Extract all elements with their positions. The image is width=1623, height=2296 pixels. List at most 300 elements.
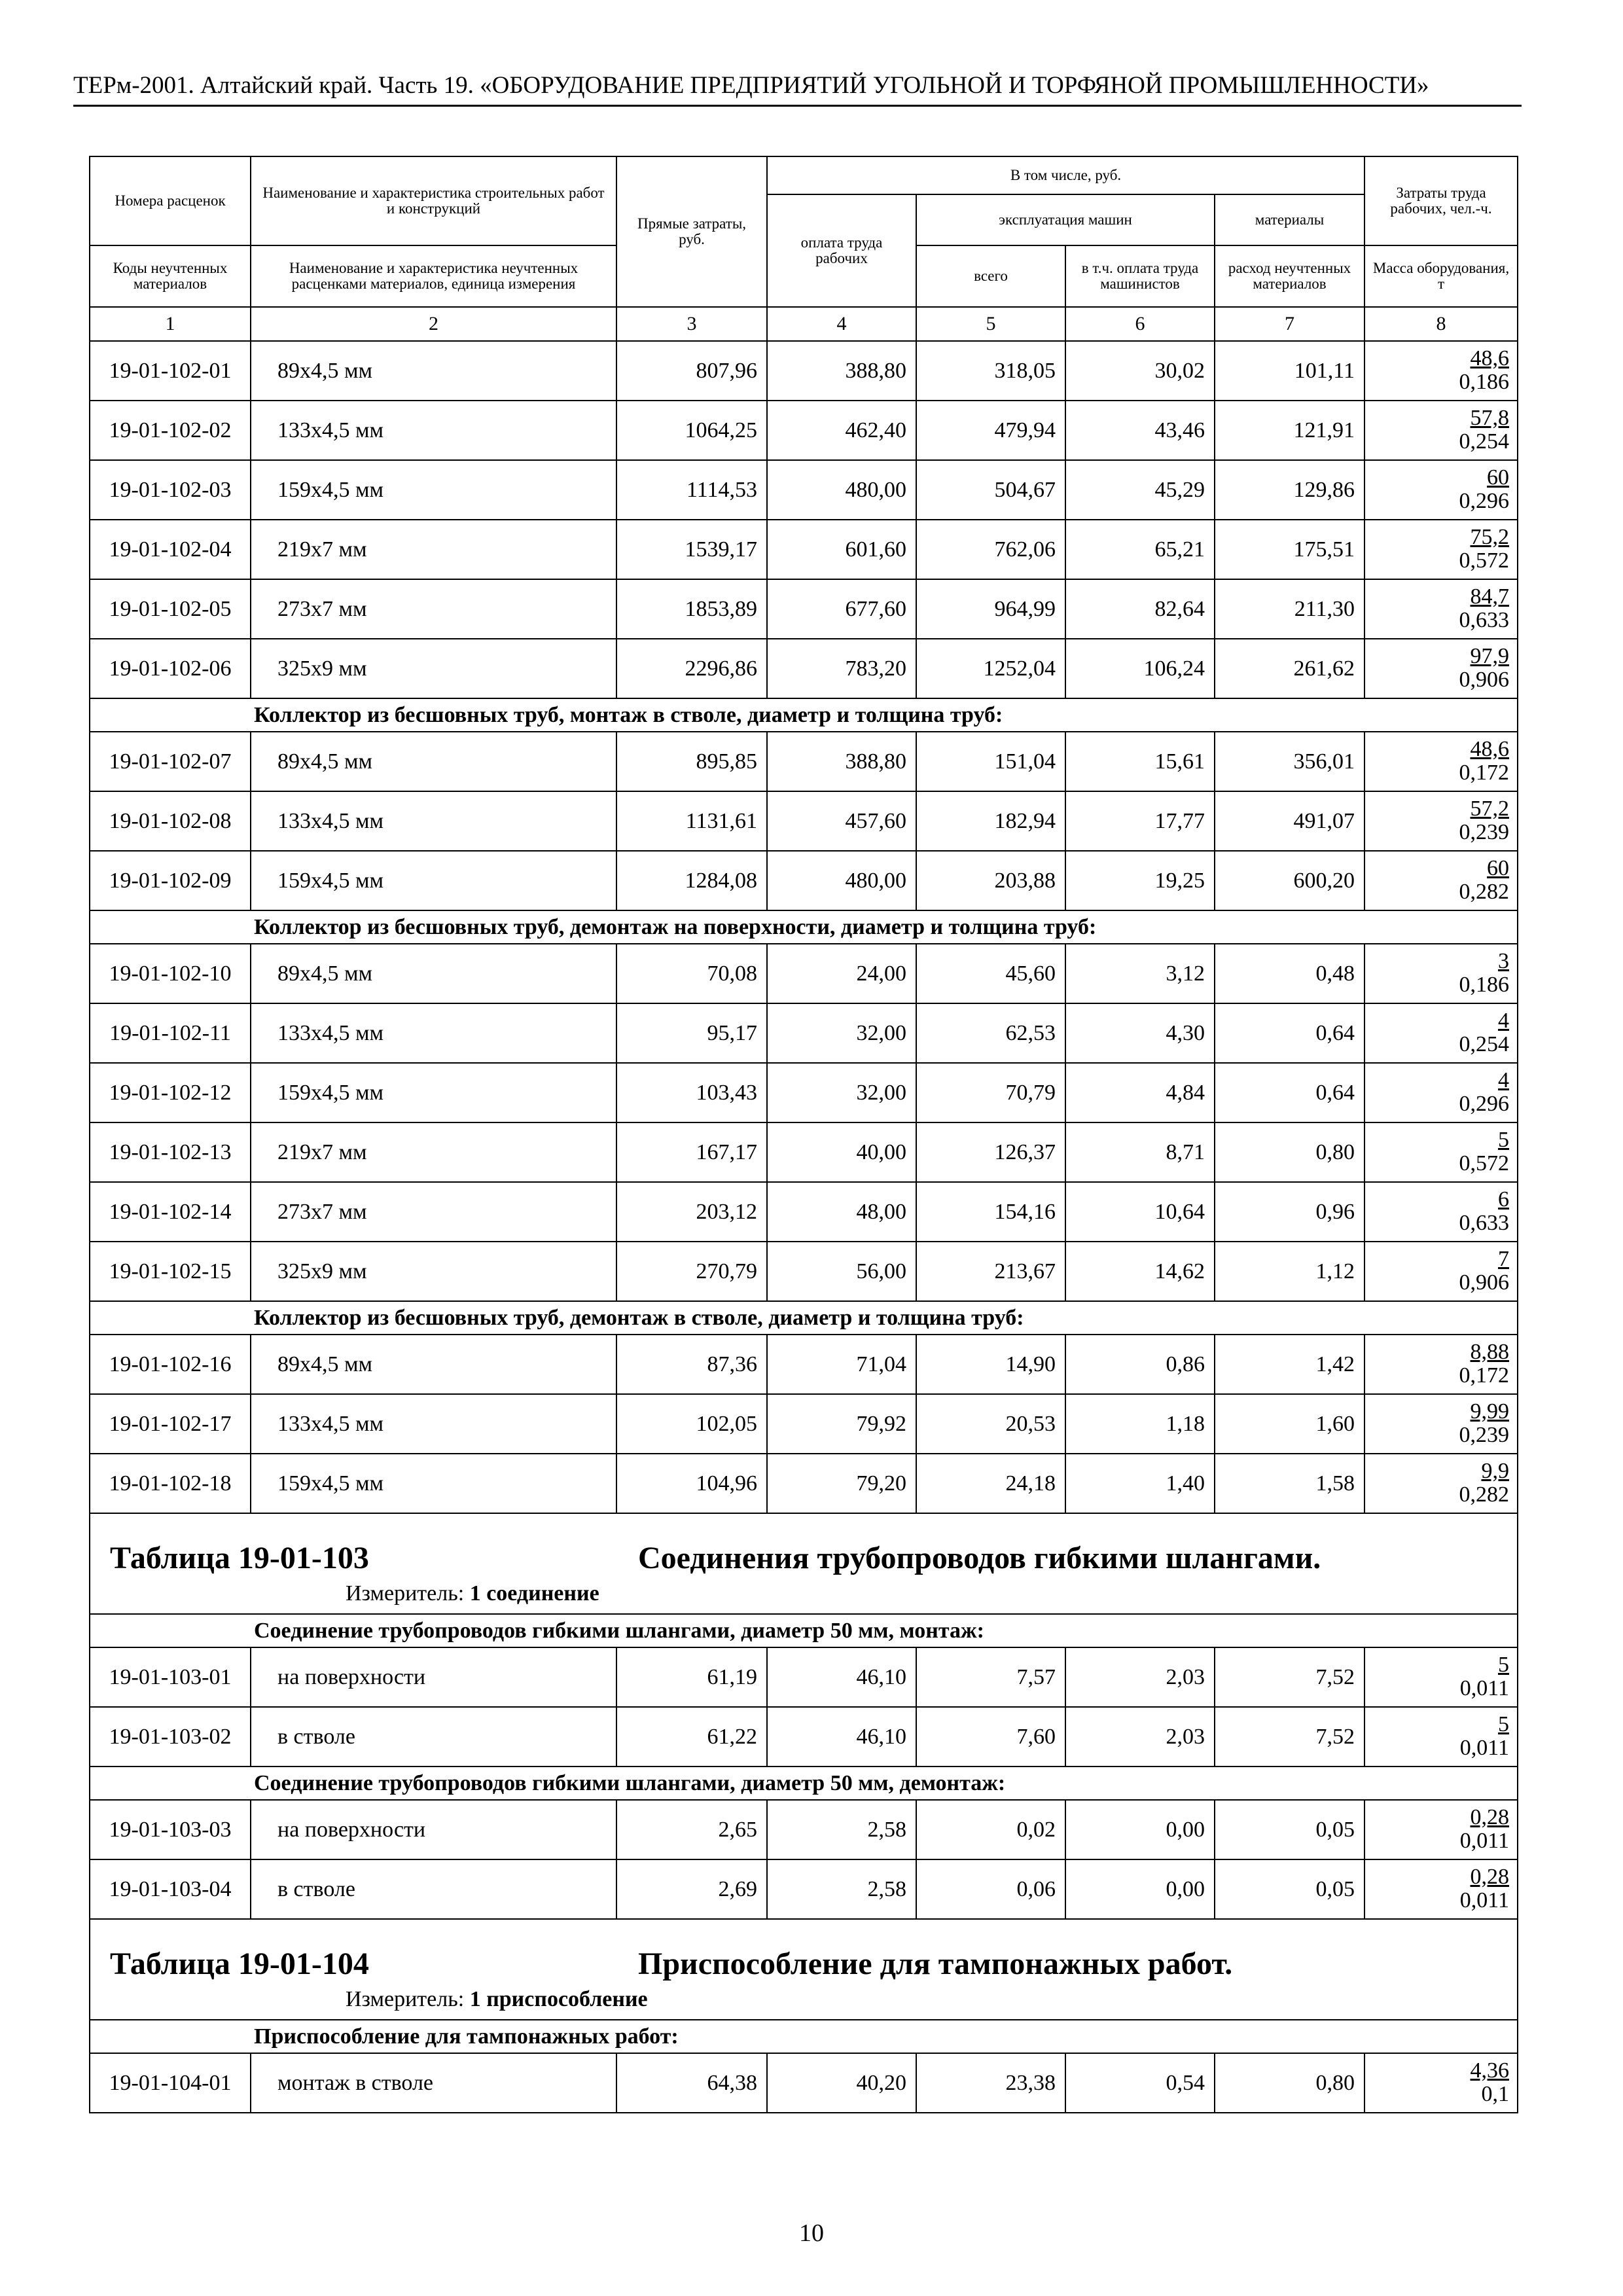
equipment-mass: 0,633	[1459, 1210, 1510, 1235]
machines-total: 14,90	[916, 1335, 1065, 1394]
machines-total: 182,94	[916, 791, 1065, 851]
labor-hours: 75,2	[1470, 524, 1510, 549]
machines-total: 7,60	[916, 1707, 1065, 1767]
machines-total: 203,88	[916, 851, 1065, 910]
labor-hours: 9,9	[1481, 1458, 1510, 1483]
labor-mass-cell	[1364, 1182, 1518, 1242]
header-wages: оплата труда рабочих	[767, 194, 916, 307]
column-number: 4	[767, 307, 916, 341]
rate-code: 19-01-103-01	[90, 1647, 251, 1707]
header-name: Наименование и характеристика строительных работ и конструкций	[251, 156, 616, 245]
operators-wages: 17,77	[1065, 791, 1215, 851]
equipment-mass: 0,172	[1459, 760, 1510, 785]
rate-code: 19-01-102-18	[90, 1454, 251, 1513]
table-row	[90, 639, 1518, 698]
table-row	[90, 1454, 1518, 1513]
machines-total: 23,38	[916, 2053, 1065, 2113]
header-materials: материалы	[1215, 194, 1364, 245]
unit-value: 1 приспособление	[469, 1987, 648, 2011]
rate-code: 19-01-102-08	[90, 791, 251, 851]
header-machine-operation: эксплуатация машин	[916, 194, 1215, 245]
section-row	[90, 910, 1518, 944]
work-name: 219x7 мм	[251, 520, 616, 579]
labor-hours: 84,7	[1470, 584, 1510, 609]
workers-wages: 601,60	[767, 520, 916, 579]
table-unit	[346, 1581, 1509, 1606]
labor-mass-cell	[1364, 732, 1518, 791]
column-numbers-row	[90, 307, 1518, 341]
operators-wages: 15,61	[1065, 732, 1215, 791]
machines-total: 318,05	[916, 341, 1065, 401]
machines-total: 154,16	[916, 1182, 1065, 1242]
workers-wages: 388,80	[767, 732, 916, 791]
workers-wages: 2,58	[767, 1800, 916, 1859]
labor-mass-cell	[1364, 639, 1518, 698]
labor-mass-cell	[1364, 851, 1518, 910]
direct-costs: 167,17	[616, 1122, 767, 1182]
table-row	[90, 791, 1518, 851]
labor-hours: 0,28	[1470, 1864, 1510, 1889]
machines-total: 7,57	[916, 1647, 1065, 1707]
direct-costs: 2,69	[616, 1859, 767, 1919]
labor-mass-cell	[1364, 1859, 1518, 1919]
table-row	[90, 2053, 1518, 2113]
header-operators-wages: в т.ч. оплата труда машинистов	[1065, 245, 1215, 307]
materials-cost: 175,51	[1215, 520, 1364, 579]
work-name: 89x4,5 мм	[251, 1335, 616, 1394]
equipment-mass: 0,011	[1459, 1888, 1510, 1912]
labor-mass-cell	[1364, 1335, 1518, 1394]
operators-wages: 43,46	[1065, 401, 1215, 460]
equipment-mass: 0,282	[1459, 1482, 1510, 1507]
materials-cost: 1,42	[1215, 1335, 1364, 1394]
operators-wages: 0,00	[1065, 1859, 1215, 1919]
labor-hours: 4,36	[1470, 2058, 1510, 2083]
labor-hours: 0,28	[1470, 1804, 1510, 1829]
operators-wages: 0,00	[1065, 1800, 1215, 1859]
operators-wages: 106,24	[1065, 639, 1215, 698]
materials-cost: 356,01	[1215, 732, 1364, 791]
table-title-row	[90, 1513, 1518, 1614]
labor-mass-cell	[1364, 1122, 1518, 1182]
direct-costs: 64,38	[616, 2053, 767, 2113]
section-row	[90, 698, 1518, 732]
workers-wages: 32,00	[767, 1063, 916, 1122]
labor-mass-cell	[1364, 1647, 1518, 1707]
materials-cost: 0,80	[1215, 1122, 1364, 1182]
work-name: 133x4,5 мм	[251, 1003, 616, 1063]
work-name: 159x4,5 мм	[251, 1063, 616, 1122]
direct-costs: 104,96	[616, 1454, 767, 1513]
machines-total: 45,60	[916, 944, 1065, 1003]
machines-total: 213,67	[916, 1242, 1065, 1301]
rate-code: 19-01-103-04	[90, 1859, 251, 1919]
workers-wages: 46,10	[767, 1647, 916, 1707]
table-row	[90, 944, 1518, 1003]
header-material-name: Наименование и характеристика неучтенных расценками материалов, единица измерения	[251, 245, 616, 307]
materials-cost: 129,86	[1215, 460, 1364, 520]
header-rule	[73, 105, 1522, 107]
table-row	[90, 460, 1518, 520]
labor-mass-cell	[1364, 579, 1518, 639]
section-title: Соединение трубопроводов гибкими шлангами, диаметр 50 мм, монтаж:	[90, 1614, 1518, 1647]
operators-wages: 2,03	[1065, 1647, 1215, 1707]
machines-total: 479,94	[916, 401, 1065, 460]
materials-cost: 7,52	[1215, 1647, 1364, 1707]
column-number: 6	[1065, 307, 1215, 341]
equipment-mass: 0,011	[1459, 1735, 1510, 1760]
operators-wages: 4,30	[1065, 1003, 1215, 1063]
labor-hours: 48,6	[1470, 736, 1510, 761]
labor-mass-cell	[1364, 944, 1518, 1003]
direct-costs: 1064,25	[616, 401, 767, 460]
equipment-mass: 0,282	[1459, 879, 1510, 904]
labor-hours: 60	[1487, 465, 1510, 490]
workers-wages: 71,04	[767, 1335, 916, 1394]
rate-code: 19-01-102-17	[90, 1394, 251, 1454]
section-title: Коллектор из бесшовных труб, демонтаж на поверхности, диаметр и толщина труб:	[90, 910, 1518, 944]
labor-hours: 8,88	[1470, 1339, 1510, 1364]
column-number: 3	[616, 307, 767, 341]
direct-costs: 203,12	[616, 1182, 767, 1242]
work-name: 159x4,5 мм	[251, 460, 616, 520]
operators-wages: 82,64	[1065, 579, 1215, 639]
machines-total: 24,18	[916, 1454, 1065, 1513]
direct-costs: 1853,89	[616, 579, 767, 639]
equipment-mass: 0,572	[1459, 548, 1510, 573]
table-row	[90, 1800, 1518, 1859]
table-row	[90, 1063, 1518, 1122]
equipment-mass: 0,296	[1459, 488, 1510, 513]
rate-code: 19-01-102-14	[90, 1182, 251, 1242]
column-number: 2	[251, 307, 616, 341]
labor-hours: 6	[1498, 1187, 1510, 1211]
rate-code: 19-01-102-01	[90, 341, 251, 401]
unit-value: 1 соединение	[469, 1581, 599, 1605]
labor-mass-cell	[1364, 401, 1518, 460]
rate-code: 19-01-102-11	[90, 1003, 251, 1063]
materials-cost: 211,30	[1215, 579, 1364, 639]
labor-hours: 5	[1498, 1712, 1510, 1736]
unit-label: Измеритель:	[346, 1987, 465, 2011]
work-name: на поверхности	[251, 1647, 616, 1707]
materials-cost: 1,60	[1215, 1394, 1364, 1454]
rate-code: 19-01-102-12	[90, 1063, 251, 1122]
workers-wages: 677,60	[767, 579, 916, 639]
table-row	[90, 1859, 1518, 1919]
labor-mass-cell	[1364, 1063, 1518, 1122]
table-title-cell	[90, 1919, 1518, 2020]
workers-wages: 783,20	[767, 639, 916, 698]
table-number: Таблица 19-01-103	[110, 1541, 369, 1575]
direct-costs: 95,17	[616, 1003, 767, 1063]
work-name: 89x4,5 мм	[251, 732, 616, 791]
operators-wages: 3,12	[1065, 944, 1215, 1003]
table-number: Таблица 19-01-104	[110, 1946, 369, 1981]
equipment-mass: 0,633	[1459, 607, 1510, 632]
equipment-mass: 0,239	[1459, 1422, 1510, 1447]
materials-cost: 261,62	[1215, 639, 1364, 698]
work-name: 133x4,5 мм	[251, 401, 616, 460]
direct-costs: 1114,53	[616, 460, 767, 520]
materials-cost: 0,48	[1215, 944, 1364, 1003]
table-title: Приспособление для тампонажных работ.	[638, 1946, 1233, 1981]
table-row	[90, 1394, 1518, 1454]
labor-hours: 5	[1498, 1652, 1510, 1677]
column-number: 8	[1364, 307, 1518, 341]
equipment-mass: 0,254	[1459, 1031, 1510, 1056]
workers-wages: 457,60	[767, 791, 916, 851]
workers-wages: 2,58	[767, 1859, 916, 1919]
machines-total: 1252,04	[916, 639, 1065, 698]
rate-code: 19-01-102-03	[90, 460, 251, 520]
equipment-mass: 0,296	[1459, 1091, 1510, 1116]
price-table	[89, 156, 1518, 2113]
labor-mass-cell	[1364, 1707, 1518, 1767]
materials-cost: 0,05	[1215, 1800, 1364, 1859]
operators-wages: 19,25	[1065, 851, 1215, 910]
table-row	[90, 341, 1518, 401]
operators-wages: 8,71	[1065, 1122, 1215, 1182]
materials-cost: 491,07	[1215, 791, 1364, 851]
work-name: 89x4,5 мм	[251, 341, 616, 401]
workers-wages: 46,10	[767, 1707, 916, 1767]
direct-costs: 2,65	[616, 1800, 767, 1859]
materials-cost: 1,58	[1215, 1454, 1364, 1513]
workers-wages: 480,00	[767, 851, 916, 910]
materials-cost: 600,20	[1215, 851, 1364, 910]
equipment-mass: 0,906	[1459, 667, 1510, 692]
table-row	[90, 401, 1518, 460]
materials-cost: 0,96	[1215, 1182, 1364, 1242]
rate-code: 19-01-102-06	[90, 639, 251, 698]
labor-hours: 4	[1498, 1008, 1510, 1033]
workers-wages: 79,20	[767, 1454, 916, 1513]
table-row	[90, 1335, 1518, 1394]
direct-costs: 2296,86	[616, 639, 767, 698]
labor-hours: 48,6	[1470, 346, 1510, 370]
header-material-codes: Коды неучтенных материалов	[90, 245, 251, 307]
column-number: 7	[1215, 307, 1364, 341]
work-name: 133x4,5 мм	[251, 791, 616, 851]
labor-hours: 4	[1498, 1067, 1510, 1092]
direct-costs: 807,96	[616, 341, 767, 401]
equipment-mass: 0,906	[1459, 1270, 1510, 1295]
table-row	[90, 732, 1518, 791]
operators-wages: 1,40	[1065, 1454, 1215, 1513]
operators-wages: 65,21	[1065, 520, 1215, 579]
materials-cost: 0,80	[1215, 2053, 1364, 2113]
table-row	[90, 1647, 1518, 1707]
header-material-consumption: расход неучтенных материалов	[1215, 245, 1364, 307]
table-row	[90, 579, 1518, 639]
workers-wages: 24,00	[767, 944, 916, 1003]
section-row	[90, 2020, 1518, 2053]
workers-wages: 48,00	[767, 1182, 916, 1242]
labor-mass-cell	[1364, 1003, 1518, 1063]
rate-code: 19-01-102-04	[90, 520, 251, 579]
header-labor: Затраты труда рабочих, чел.-ч.	[1364, 156, 1518, 245]
section-title: Коллектор из бесшовных труб, монтаж в стволе, диаметр и толщина труб:	[90, 698, 1518, 732]
rate-code: 19-01-102-02	[90, 401, 251, 460]
materials-cost: 101,11	[1215, 341, 1364, 401]
header-equipment-mass: Масса оборудования, т	[1364, 245, 1518, 307]
workers-wages: 40,20	[767, 2053, 916, 2113]
labor-mass-cell	[1364, 2053, 1518, 2113]
direct-costs: 102,05	[616, 1394, 767, 1454]
direct-costs: 270,79	[616, 1242, 767, 1301]
machines-total: 20,53	[916, 1394, 1065, 1454]
direct-costs: 1131,61	[616, 791, 767, 851]
work-name: в стволе	[251, 1707, 616, 1767]
labor-mass-cell	[1364, 1454, 1518, 1513]
direct-costs: 87,36	[616, 1335, 767, 1394]
operators-wages: 1,18	[1065, 1394, 1215, 1454]
work-name: 273x7 мм	[251, 579, 616, 639]
equipment-mass: 0,572	[1459, 1151, 1510, 1175]
work-name: в стволе	[251, 1859, 616, 1919]
table-row	[90, 1182, 1518, 1242]
labor-hours: 57,2	[1470, 796, 1510, 821]
table-row	[90, 1242, 1518, 1301]
work-name: 219x7 мм	[251, 1122, 616, 1182]
materials-cost: 0,64	[1215, 1063, 1364, 1122]
section-row	[90, 1767, 1518, 1800]
operators-wages: 2,03	[1065, 1707, 1215, 1767]
workers-wages: 32,00	[767, 1003, 916, 1063]
work-name: 159x4,5 мм	[251, 851, 616, 910]
labor-mass-cell	[1364, 520, 1518, 579]
equipment-mass: 0,186	[1459, 369, 1510, 394]
labor-hours: 57,8	[1470, 405, 1510, 430]
equipment-mass: 0,254	[1459, 429, 1510, 454]
header-codes: Номера расценок	[90, 156, 251, 245]
table-row	[90, 851, 1518, 910]
table-unit	[346, 1987, 1509, 2012]
table-row	[90, 1707, 1518, 1767]
operators-wages: 4,84	[1065, 1063, 1215, 1122]
rate-code: 19-01-102-07	[90, 732, 251, 791]
labor-mass-cell	[1364, 460, 1518, 520]
equipment-mass: 0,011	[1459, 1828, 1510, 1853]
operators-wages: 10,64	[1065, 1182, 1215, 1242]
machines-total: 0,06	[916, 1859, 1065, 1919]
machines-total: 62,53	[916, 1003, 1065, 1063]
section-title: Приспособление для тампонажных работ:	[90, 2020, 1518, 2053]
machines-total: 0,02	[916, 1800, 1065, 1859]
table-row	[90, 520, 1518, 579]
labor-hours: 5	[1498, 1127, 1510, 1152]
section-title: Соединение трубопроводов гибкими шлангами, диаметр 50 мм, демонтаж:	[90, 1767, 1518, 1800]
direct-costs: 61,22	[616, 1707, 767, 1767]
machines-total: 504,67	[916, 460, 1065, 520]
rate-code: 19-01-102-15	[90, 1242, 251, 1301]
operators-wages: 0,86	[1065, 1335, 1215, 1394]
labor-hours: 9,99	[1470, 1399, 1510, 1424]
labor-mass-cell	[1364, 1242, 1518, 1301]
table-title-row	[90, 1919, 1518, 2020]
workers-wages: 56,00	[767, 1242, 916, 1301]
work-name: на поверхности	[251, 1800, 616, 1859]
workers-wages: 462,40	[767, 401, 916, 460]
machines-total: 126,37	[916, 1122, 1065, 1182]
direct-costs: 61,19	[616, 1647, 767, 1707]
direct-costs: 1284,08	[616, 851, 767, 910]
document-header: ТЕРм-2001. Алтайский край. Часть 19. «ОБОРУДОВАНИЕ ПРЕДПРИЯТИЙ УГОЛЬНОЙ И ТОРФЯНОЙ ПРОМЫШЛЕННОСТИ»	[73, 72, 1429, 99]
machines-total: 964,99	[916, 579, 1065, 639]
labor-mass-cell	[1364, 341, 1518, 401]
rate-code: 19-01-103-02	[90, 1707, 251, 1767]
labor-hours: 3	[1498, 948, 1510, 973]
machines-total: 762,06	[916, 520, 1065, 579]
rate-code: 19-01-102-10	[90, 944, 251, 1003]
rate-code: 19-01-104-01	[90, 2053, 251, 2113]
direct-costs: 70,08	[616, 944, 767, 1003]
work-name: монтаж в стволе	[251, 2053, 616, 2113]
workers-wages: 480,00	[767, 460, 916, 520]
unit-label: Измеритель:	[346, 1581, 465, 1605]
machines-total: 151,04	[916, 732, 1065, 791]
operators-wages: 14,62	[1065, 1242, 1215, 1301]
direct-costs: 895,85	[616, 732, 767, 791]
header-machines-total: всего	[916, 245, 1065, 307]
machines-total: 70,79	[916, 1063, 1065, 1122]
equipment-mass: 0,239	[1459, 819, 1510, 844]
labor-hours: 97,9	[1470, 643, 1510, 668]
work-name: 325x9 мм	[251, 1242, 616, 1301]
operators-wages: 0,54	[1065, 2053, 1215, 2113]
direct-costs: 103,43	[616, 1063, 767, 1122]
equipment-mass: 0,172	[1459, 1363, 1510, 1388]
direct-costs: 1539,17	[616, 520, 767, 579]
workers-wages: 40,00	[767, 1122, 916, 1182]
work-name: 273x7 мм	[251, 1182, 616, 1242]
equipment-mass: 0,011	[1459, 1676, 1510, 1700]
header-including: В том числе, руб.	[767, 156, 1364, 194]
labor-hours: 60	[1487, 855, 1510, 880]
operators-wages: 45,29	[1065, 460, 1215, 520]
table-title: Соединения трубопроводов гибкими шлангами.	[638, 1541, 1321, 1575]
section-title: Коллектор из бесшовных труб, демонтаж в стволе, диаметр и толщина труб:	[90, 1301, 1518, 1335]
column-number: 1	[90, 307, 251, 341]
table-title-cell	[90, 1513, 1518, 1614]
section-row	[90, 1301, 1518, 1335]
equipment-mass: 0,1	[1481, 2081, 1510, 2106]
rate-code: 19-01-102-09	[90, 851, 251, 910]
labor-mass-cell	[1364, 1800, 1518, 1859]
rate-code: 19-01-102-13	[90, 1122, 251, 1182]
materials-cost: 0,05	[1215, 1859, 1364, 1919]
materials-cost: 1,12	[1215, 1242, 1364, 1301]
rate-code: 19-01-103-03	[90, 1800, 251, 1859]
table-row	[90, 1003, 1518, 1063]
work-name: 325x9 мм	[251, 639, 616, 698]
labor-hours: 7	[1498, 1246, 1510, 1271]
rate-code: 19-01-102-16	[90, 1335, 251, 1394]
work-name: 159x4,5 мм	[251, 1454, 616, 1513]
page-number: 10	[799, 2219, 824, 2247]
materials-cost: 0,64	[1215, 1003, 1364, 1063]
work-name: 133x4,5 мм	[251, 1394, 616, 1454]
equipment-mass: 0,186	[1459, 972, 1510, 997]
table-row	[90, 1122, 1518, 1182]
work-name: 89x4,5 мм	[251, 944, 616, 1003]
operators-wages: 30,02	[1065, 341, 1215, 401]
materials-cost: 121,91	[1215, 401, 1364, 460]
column-number: 5	[916, 307, 1065, 341]
labor-mass-cell	[1364, 791, 1518, 851]
rate-code: 19-01-102-05	[90, 579, 251, 639]
